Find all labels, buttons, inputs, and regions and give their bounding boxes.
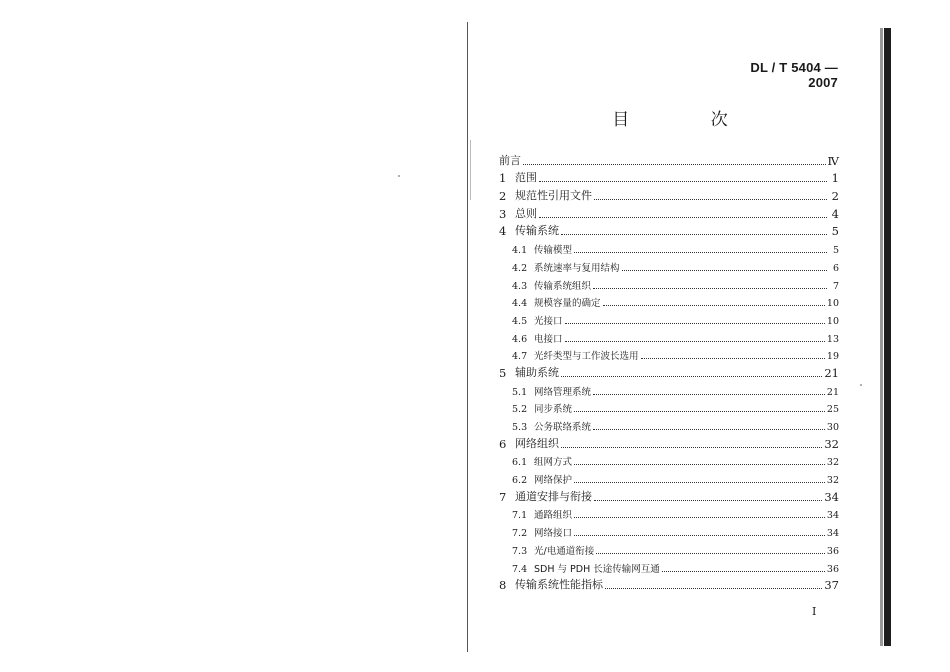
toc-entry: [499, 433, 839, 451]
toc-dot-leader: [593, 394, 825, 395]
toc-dot-leader: [593, 429, 825, 430]
document-code: DL / T 5404 — 2007: [750, 60, 838, 90]
toc-dot-leader: [574, 464, 825, 465]
toc-dot-leader: [561, 447, 822, 448]
toc-entry-page: 25: [826, 404, 839, 416]
toc-dot-leader: [565, 341, 825, 342]
toc-entry: [499, 451, 839, 469]
toc-entry-page: 32: [824, 436, 839, 451]
table-of-contents: [499, 150, 839, 592]
toc-dot-leader: [523, 164, 826, 165]
page-edge-shadow: [880, 28, 883, 646]
scan-speck: [398, 175, 400, 177]
toc-entry-number: 6.1: [512, 457, 528, 469]
toc-dot-leader: [561, 376, 822, 377]
toc-entry-number: 4: [499, 224, 507, 239]
toc-entry-page: 7: [832, 280, 839, 292]
toc-entry-title: 传输系统组织: [534, 280, 592, 292]
toc-dot-leader: [574, 252, 827, 253]
toc-entry-page: 34: [826, 528, 839, 540]
toc-entry: [499, 557, 839, 575]
toc-entry-number: 4.3: [512, 280, 528, 292]
toc-dot-leader: [596, 553, 825, 554]
toc-entry-page: 36: [826, 563, 839, 575]
toc-entry: [499, 345, 839, 363]
toc-entry-page: 19: [826, 351, 839, 363]
toc-dot-leader: [574, 517, 825, 518]
toc-entry-page: 13: [826, 333, 839, 345]
toc-entry-page: 5: [832, 245, 839, 257]
toc-entry-title: 范围: [515, 171, 537, 185]
toc-entry: [499, 398, 839, 416]
toc-entry: [499, 256, 839, 274]
book-spine-shadow: [470, 140, 471, 200]
toc-entry: [499, 221, 839, 239]
toc-entry-number: 7.1: [512, 510, 528, 522]
toc-entry: [499, 292, 839, 310]
toc-entry-number: 2: [499, 189, 507, 204]
toc-entry-title: 总则: [515, 206, 537, 220]
toc-entry-title: 规模容量的确定: [534, 298, 601, 310]
toc-dot-leader: [594, 199, 827, 200]
book-spine-line: [467, 22, 468, 652]
toc-entry: [499, 238, 839, 256]
toc-entry-title: 光/电通道衔接: [534, 545, 595, 557]
toc-entry-title: 通路组织: [534, 510, 573, 522]
toc-dot-leader: [565, 323, 825, 324]
toc-dot-leader: [574, 535, 825, 536]
toc-entry-number: 6: [499, 436, 507, 451]
toc-entry-page: Ⅳ: [827, 153, 839, 168]
toc-entry-title: 光接口: [534, 315, 563, 327]
toc-entry: [499, 468, 839, 486]
scan-speck: [860, 384, 862, 386]
toc-entry-page: 1: [831, 171, 839, 186]
toc-entry: [499, 327, 839, 345]
toc-dot-leader: [574, 411, 825, 412]
page-edge-bar: [884, 28, 891, 646]
toc-entry-title: 公务联络系统: [534, 422, 592, 433]
toc-entry-title: 光纤类型与工作波长选用: [534, 351, 639, 363]
toc-entry-title: 传输模型: [534, 245, 573, 257]
toc-entry-number: 6.2: [512, 475, 528, 487]
toc-entry-title: 电接口: [534, 333, 563, 345]
toc-entry-title: 传输系统性能指标: [515, 578, 603, 592]
toc-entry-page: 5: [831, 224, 839, 239]
toc-dot-leader: [641, 358, 825, 359]
toc-entry-title: 通道安排与衔接: [515, 489, 592, 503]
toc-title: 目 次: [612, 110, 766, 130]
toc-dot-leader: [561, 234, 827, 235]
toc-dot-leader: [574, 482, 825, 483]
page-number: I: [812, 605, 817, 618]
toc-entry: [499, 274, 839, 292]
toc-dot-leader: [539, 217, 827, 218]
toc-entry-title: 系统速率与复用结构: [534, 262, 620, 274]
toc-entry-number: 1: [499, 171, 507, 186]
toc-entry: [499, 486, 839, 504]
toc-entry-number: 5: [499, 365, 507, 380]
toc-entry-page: 6: [832, 262, 839, 274]
toc-entry-page: 10: [826, 315, 839, 327]
toc-entry-number: 7.3: [512, 545, 528, 557]
toc-entry: [499, 203, 839, 221]
toc-entry-page: 4: [831, 206, 839, 221]
toc-entry-title: 网络接口: [534, 528, 573, 540]
toc-dot-leader: [594, 500, 822, 501]
toc-entry-title: 规范性引用文件: [515, 189, 592, 203]
toc-entry-title: 辅助系统: [515, 365, 559, 379]
toc-entry-number: 4.5: [512, 315, 528, 327]
toc-entry-number: 4.6: [512, 333, 528, 345]
toc-entry-number: 4.1: [512, 245, 528, 257]
toc-entry-page: 36: [826, 545, 839, 557]
toc-entry-title: 组网方式: [534, 457, 573, 469]
toc-entry-title: 传输系统: [515, 224, 559, 238]
toc-dot-leader: [539, 181, 827, 182]
toc-entry-number: 5.1: [512, 386, 528, 398]
toc-entry-page: 2: [831, 189, 839, 204]
toc-entry: [499, 309, 839, 327]
toc-entry: [499, 380, 839, 398]
toc-entry-number: 5.3: [512, 422, 528, 433]
toc-entry-page: 32: [826, 457, 839, 469]
toc-entry-number: 7: [499, 489, 507, 504]
toc-entry-number: 4.2: [512, 262, 528, 274]
toc-entry: [499, 150, 839, 168]
toc-dot-leader: [603, 305, 825, 306]
toc-entry-title: SDH 与 PDH 长途传输网互通: [534, 563, 660, 575]
toc-entry-page: 21: [824, 365, 839, 380]
toc-entry: [499, 575, 839, 593]
toc-dot-leader: [622, 270, 827, 271]
toc-entry: [499, 539, 839, 557]
toc-entry: [499, 521, 839, 539]
toc-dot-leader: [605, 588, 822, 589]
toc-entry-title: 网络组织: [515, 436, 559, 450]
toc-entry: [499, 415, 839, 433]
toc-entry: [499, 362, 839, 380]
toc-entry-page: 30: [826, 422, 839, 433]
toc-entry: [499, 168, 839, 186]
toc-entry-page: 37: [824, 578, 839, 593]
toc-dot-leader: [593, 288, 827, 289]
toc-entry: [499, 185, 839, 203]
toc-entry-number: 7.4: [512, 563, 528, 575]
toc-entry-title: 同步系统: [534, 404, 573, 416]
toc-entry-page: 21: [826, 386, 839, 398]
toc-entry-number: 7.2: [512, 528, 528, 540]
toc-entry-title: 网络保护: [534, 475, 573, 487]
toc-dot-leader: [662, 571, 825, 572]
toc-entry-page: 10: [826, 298, 839, 310]
toc-entry-number: 4.4: [512, 298, 528, 310]
toc-entry: [499, 504, 839, 522]
toc-entry-number: 8: [499, 578, 507, 593]
toc-entry-number: 4.7: [512, 351, 528, 363]
toc-entry-page: 34: [826, 510, 839, 522]
toc-entry-title: 网络管理系统: [534, 386, 592, 398]
toc-entry-page: 34: [824, 489, 839, 504]
toc-entry-title: 前言: [499, 153, 521, 167]
toc-entry-number: 3: [499, 206, 507, 221]
toc-entry-page: 32: [826, 475, 839, 487]
toc-entry-number: 5.2: [512, 404, 528, 416]
